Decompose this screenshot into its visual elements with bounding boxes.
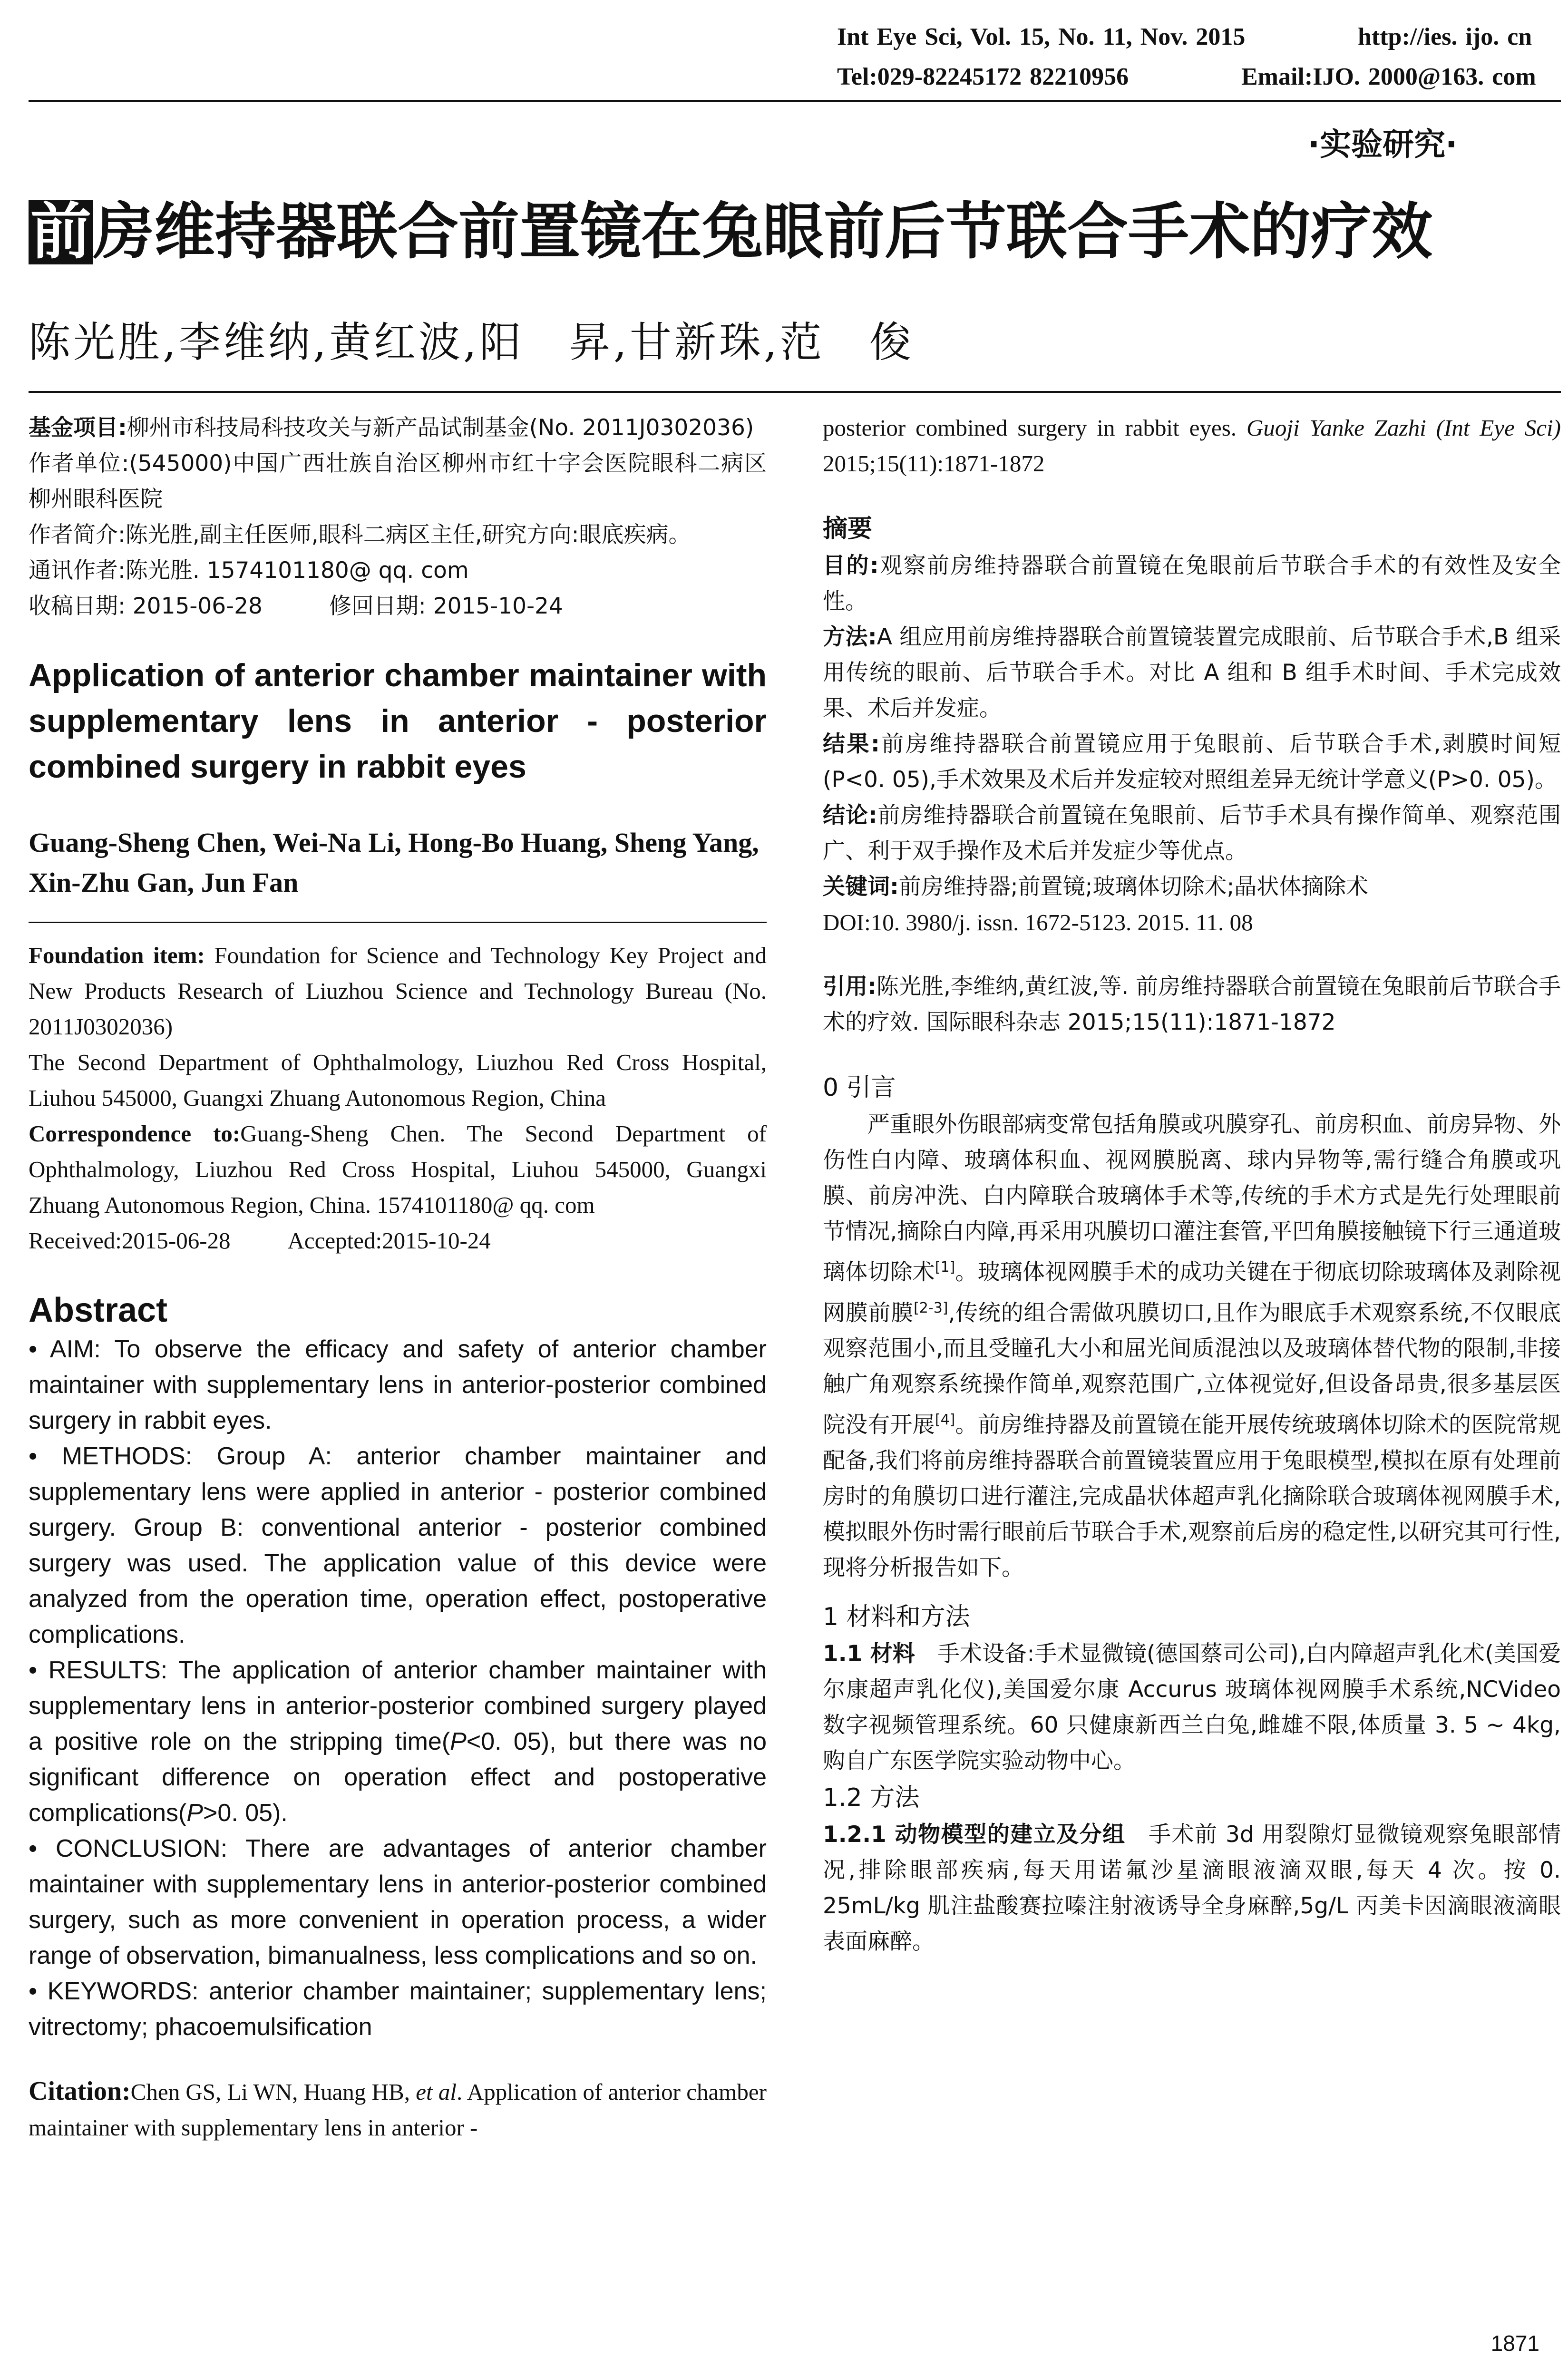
citation-en	[29, 2074, 767, 2145]
dates-en	[29, 1223, 767, 1258]
section-1-heading: 1 材料和方法	[823, 1602, 970, 1631]
author-bio	[29, 517, 767, 553]
title-rule	[29, 391, 1561, 393]
title-text: 房维持器联合前置镜在兔眼前后节联合手术的疗效	[93, 196, 1433, 267]
fund-text: 柳州市科技局科技攻关与新产品试制基金(No. 2011J0302036)	[127, 415, 754, 441]
cn-results-label: 结果:	[823, 731, 880, 757]
cn-aim-label: 目的:	[823, 553, 879, 579]
citation-text: Chen GS, Li WN, Huang HB,	[130, 2079, 416, 2105]
intro-text-4: 。前房维持器及前置镜在能开展传统玻璃体切除术的医院常规配备,我们将前房维持器联合前置镜装置应用于兔眼模型,模拟在原有处理前房时的角膜切口进行灌注,完成晶状体超声乳化摘除联合玻璃体视网膜手术,模拟眼外伤时需行眼前后节联合手术,观察前后房的稳定性,以研究其可行性,现将分析报告如下。	[823, 1412, 1561, 1581]
page-number: 1871	[1490, 2331, 1539, 2356]
bio-text: 陈光胜,副主任医师,眼科二病区主任,研究方向:眼底疾病。	[125, 522, 691, 548]
cn-aim	[823, 548, 1561, 619]
abstract-conclusion: • CONCLUSION: There are advantages of anterior chamber maintainer with supplementary lens in anterior-posterior combined surgery, such as more convenient in operation process, a wider range of observation, bimanualness, less complications and so on.	[29, 1835, 767, 1969]
ref-3: [4]	[935, 1412, 955, 1429]
corr-text: 陈光胜. 1574101180@ qq. com	[125, 557, 469, 584]
title-first-char: 前	[29, 200, 93, 264]
right-column	[823, 410, 1561, 1959]
cn-concl-label: 结论:	[823, 802, 877, 828]
results-p-value-1: P	[450, 1728, 467, 1755]
citation-cont-tail: 2015;15(11):1871-1872	[823, 450, 1045, 477]
ref-1: [1]	[935, 1259, 955, 1276]
author-rule	[29, 922, 767, 923]
ref-2: [2-3]	[914, 1299, 948, 1316]
cn-concl-text: 前房维持器联合前置镜在兔眼前、后节手术具有操作简单、观察范围广、利于双手操作及术后并发症少等优点。	[823, 802, 1561, 864]
journal-url: http://ies. ijo. cn	[1358, 23, 1532, 50]
cn-methods-label: 方法:	[823, 624, 877, 650]
journal-citation: Int Eye Sci, Vol. 15, No. 11, Nov. 2015	[837, 23, 1246, 50]
journal-email: Email:IJO. 2000@163. com	[1241, 63, 1536, 90]
cn-cite-label: 引用:	[823, 974, 877, 1000]
abstract-heading-en: Abstract	[29, 1291, 168, 1329]
cn-keywords	[823, 869, 1561, 905]
citation-tail: . Application of anterior chamber maintainer with supplementary lens in anterior -	[29, 2079, 767, 2141]
cn-aim-text: 观察前房维持器联合前置镜在兔眼前后节联合手术的有效性及安全性。	[823, 553, 1561, 614]
corr-label: 通讯作者:	[29, 557, 126, 584]
authors-cn: 陈光胜,李维纳,黄红波,阳 昇,甘新珠,范 俊	[29, 318, 914, 367]
citation-label: Citation:	[29, 2076, 131, 2106]
cn-results-text: 前房维持器联合前置镜应用于兔眼前、后节联合手术,剥膜时间短(P<0. 05),手术效果及术后并发症较对照组差异无统计学意义(P>0. 05)。	[823, 731, 1561, 793]
correspondence-text: Guang-Sheng Chen. The Second Department of Ophthalmology, Liuzhou Red Cross Hospital, Liuhou 545000, Guangxi Zhuang Autonomous Region, China. 1574101180@ qq. com	[29, 1120, 767, 1218]
dates-cn	[29, 588, 767, 624]
fund-info	[29, 410, 767, 446]
section-1-2-1-text: 手术前 3d 用裂隙灯显微镜观察兔眼部情况,排除眼部疾病,每天用诺氟沙星滴眼液滴双眼,每天 4 次。按 0. 25mL/kg 肌注盐酸赛拉嗪注射液诱导全身麻醉,5g/L 丙美卡因滴眼液滴眼表面麻醉。	[823, 1821, 1561, 1955]
department-en: The Second Department of Ophthalmology, Liuzhou Red Cross Hospital, Liuhou 545000, Guangxi Zhuang Autonomous Region, China	[29, 1049, 767, 1111]
abstract-methods: • METHODS: Group A: anterior chamber maintainer and supplementary lens were applied in anterior - posterior combined surgery. Group B: conventional anterior - posterior combined surgery was used. The application value of this device were analyzed from the operation time, operation effect, postoperative complications.	[29, 1442, 767, 1648]
revised-cn: 修回日期: 2015-10-24	[329, 593, 563, 619]
citation-cont-text: posterior combined surgery in rabbit eyes.	[823, 415, 1247, 441]
received-cn: 收稿日期: 2015-06-28	[29, 593, 263, 619]
results-text-b: <0. 05), but there was no significant difference on operation effect and postoperative complications(	[29, 1728, 767, 1827]
section-1-2-1	[823, 1817, 1561, 1959]
cn-results	[823, 726, 1561, 798]
section-tag: ·实验研究·	[1308, 126, 1458, 163]
page-title	[29, 196, 1550, 271]
intro-paragraph	[823, 1107, 1561, 1586]
correspondence-en	[29, 1116, 767, 1223]
cn-conclusion	[823, 798, 1561, 869]
corresponding-author	[29, 553, 767, 588]
section-1-2-heading: 1.2 方法	[823, 1783, 920, 1812]
citation-etal: et al	[416, 2079, 457, 2105]
section-1-1-text: 手术设备:手术显微镜(德国蔡司公司),白内障超声乳化术(美国爱尔康超声乳化仪),美国爱尔康 Accurus 玻璃体视网膜手术系统,NCVideo 数字视频管理系统。60 只健康新西兰白兔,雌雄不限,体质量 3. 5 ~ 4kg,购自广东医学院实验动物中心。	[823, 1640, 1561, 1774]
abstract-heading-cn: 摘要	[823, 515, 873, 543]
results-text-c: >0. 05).	[203, 1799, 288, 1827]
results-text-a: • RESULTS: The application of anterior chamber maintainer with supplementary lens in anterior-posterior combined surgery played a positive role on the stripping time(	[29, 1656, 767, 1755]
foundation-text: Foundation for Science and Technology Key Project and New Products Research of Liuzhou Science and Technology Bureau (No. 2011J0302036)	[29, 942, 767, 1040]
intro-heading: 0 引言	[823, 1073, 896, 1102]
foundation-label: Foundation item:	[29, 942, 205, 968]
abstract-aim: • AIM: To observe the efficacy and safety of anterior chamber maintainer with supplementary lens in anterior-posterior combined surgery in rabbit eyes.	[29, 1335, 767, 1434]
section-1-1-label: 1.1 材料	[823, 1640, 915, 1667]
cn-kw-label: 关键词:	[823, 874, 899, 900]
left-column	[29, 410, 767, 2145]
foundation-item	[29, 937, 767, 1044]
doi: DOI:10. 3980/j. issn. 1672-5123. 2015. 11. 08	[823, 909, 1253, 935]
cn-methods-text: A 组应用前房维持器联合前置镜装置完成眼前、后节联合手术,B 组采用传统的眼前、后节联合手术。对比 A 组和 B 组手术时间、手术完成效果、术后并发症。	[823, 624, 1561, 721]
abstract-keywords: • KEYWORDS: anterior chamber maintainer; supplementary lens; vitrectomy; phacoemulsification	[29, 1978, 767, 2041]
affil-label: 作者单位:	[29, 450, 129, 477]
citation-continued	[823, 410, 1561, 481]
affil-text: (545000)中国广西壮族自治区柳州市红十字会医院眼科二病区 柳州眼科医院	[29, 450, 767, 512]
cn-methods	[823, 619, 1561, 726]
received-en: Received:2015-06-28	[29, 1227, 231, 1254]
english-title: Application of anterior chamber maintainer with supplementary lens in anterior - posterior combined surgery in rabbit eyes	[29, 657, 767, 785]
cn-citation	[823, 969, 1561, 1040]
abstract-results	[29, 1653, 767, 1831]
accepted-en: Accepted:2015-10-24	[287, 1227, 491, 1254]
journal-tel: Tel:029-82245172 82210956	[837, 63, 1129, 90]
english-authors: Guang-Sheng Chen, Wei-Na Li, Hong-Bo Huang, Sheng Yang, Xin-Zhu Gan, Jun Fan	[29, 827, 759, 898]
fund-label: 基金项目:	[29, 415, 127, 441]
affiliation	[29, 446, 767, 517]
cn-cite-text: 陈光胜,李维纳,黄红波,等. 前房维持器联合前置镜在兔眼前后节联合手术的疗效. 国际眼科杂志 2015;15(11):1871-1872	[823, 974, 1561, 1035]
correspondence-label: Correspondence to:	[29, 1120, 241, 1147]
journal-header-line2	[837, 63, 1536, 91]
section-1-2-1-label: 1.2.1 动物模型的建立及分组	[823, 1821, 1126, 1848]
results-p-value-2: P	[186, 1799, 204, 1827]
intro-text-2: 。玻璃体视网膜手术的成功关键在于彻底切除玻璃体及剥除视网膜前膜	[823, 1259, 1561, 1326]
intro-text-1: 严重眼外伤眼部病变常包括角膜或巩膜穿孔、前房积血、前房异物、外伤性白内障、玻璃体积血、视网膜脱离、球内异物等,需行缝合角膜或巩膜、前房冲洗、白内障联合玻璃体手术等,传统的手术方式是先行处理眼前节情况,摘除白内障,再采用巩膜切口灌注套管,平凹角膜接触镜下行三通道玻璃体切除术	[823, 1111, 1561, 1286]
intro-text-3: ,传统的组合需做巩膜切口,且作为眼底手术观察系统,不仅眼底观察范围小,而且受瞳孔大小和屈光间质混浊以及玻璃体替代物的限制,非接触广角观察系统操作简单,观察范围广,立体视觉好,但设备昂贵,很多基层医院没有开展	[823, 1300, 1561, 1438]
cn-kw-text: 前房维持器;前置镜;玻璃体切除术;晶状体摘除术	[898, 874, 1369, 900]
section-1-1	[823, 1636, 1561, 1779]
header-rule	[29, 100, 1561, 102]
journal-header-line1	[837, 23, 1532, 51]
bio-label: 作者简介:	[29, 522, 126, 548]
citation-journal: Guoji Yanke Zazhi (Int Eye Sci)	[1247, 415, 1561, 441]
